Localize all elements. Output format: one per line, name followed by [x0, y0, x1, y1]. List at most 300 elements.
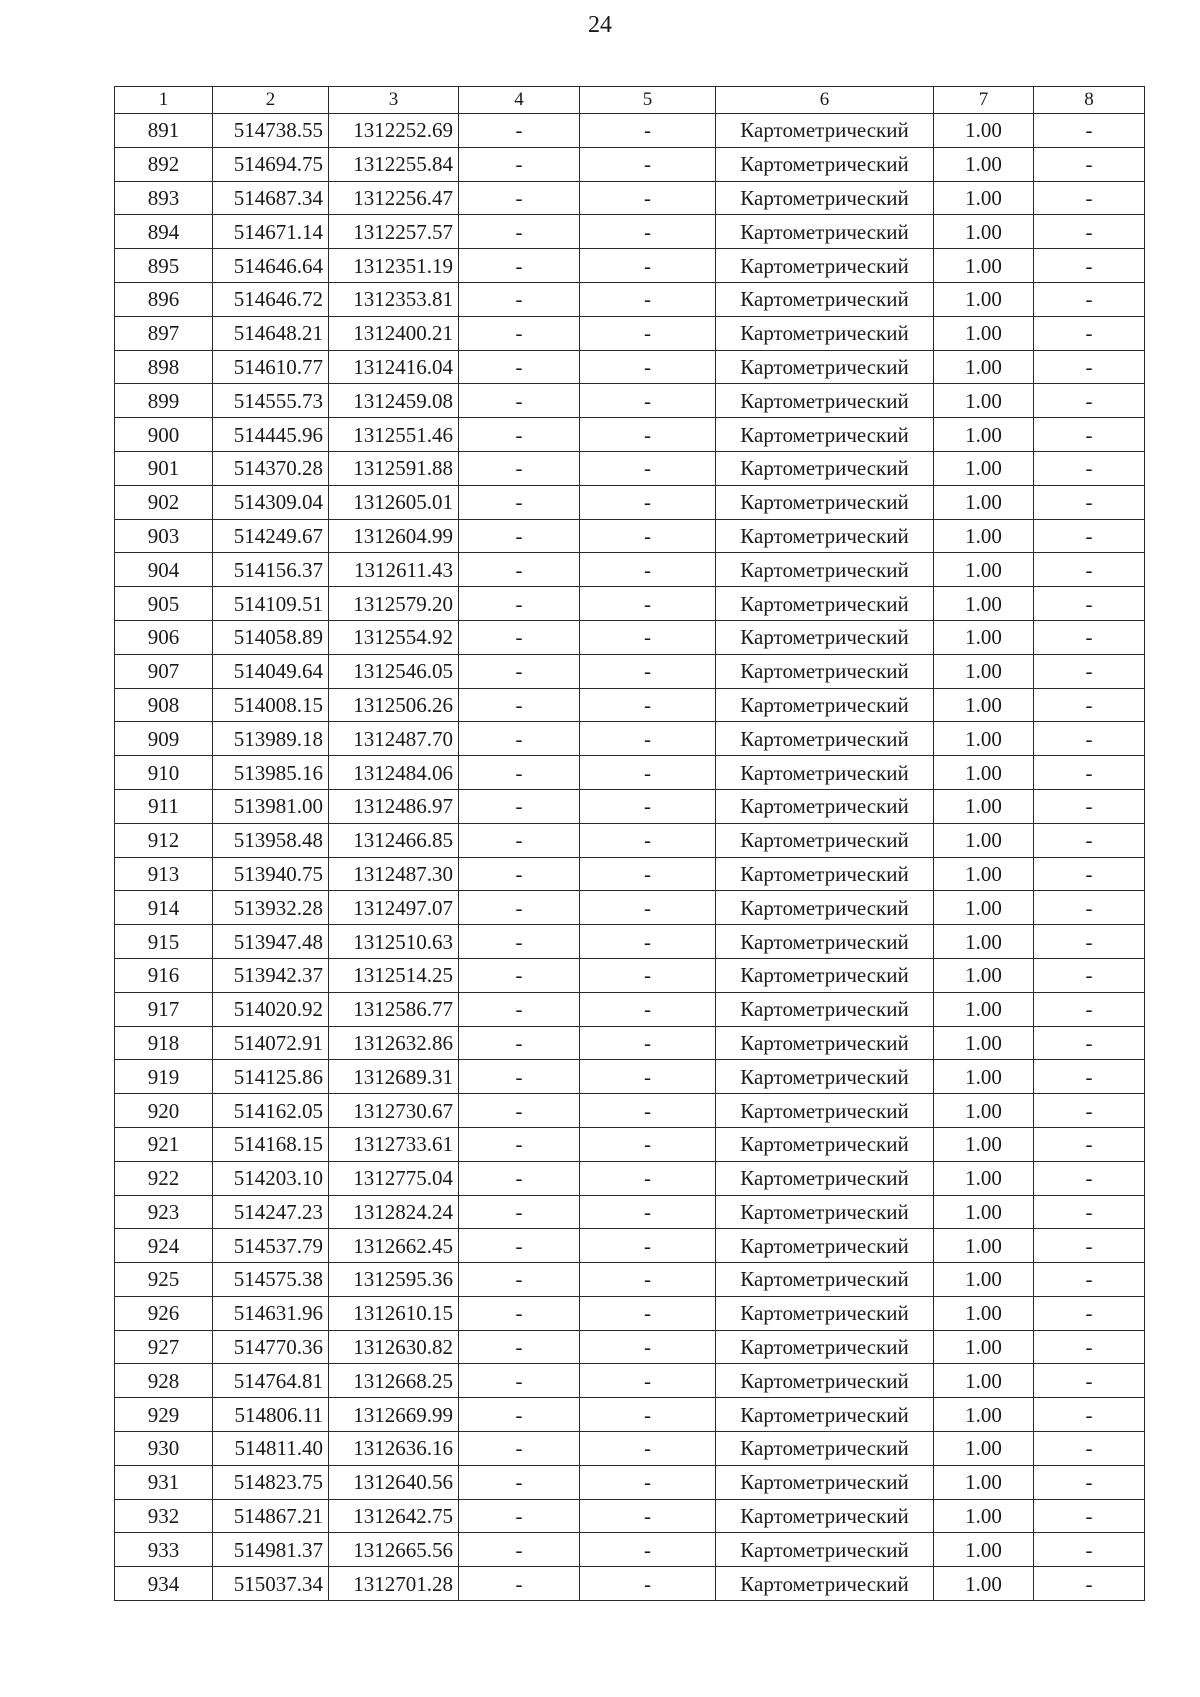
point-number-cell: 913	[115, 857, 213, 891]
col8-cell: -	[1034, 1432, 1145, 1466]
y-coordinate-cell: 1312586.77	[329, 992, 459, 1026]
col8-cell: -	[1034, 519, 1145, 553]
y-coordinate-cell: 1312252.69	[329, 114, 459, 148]
col4-cell: -	[459, 1465, 580, 1499]
col8-cell: -	[1034, 992, 1145, 1026]
col5-cell: -	[580, 1398, 716, 1432]
col8-cell: -	[1034, 316, 1145, 350]
col8-cell: -	[1034, 1364, 1145, 1398]
col8-cell: -	[1034, 1465, 1145, 1499]
point-number-cell: 917	[115, 992, 213, 1026]
y-coordinate-cell: 1312400.21	[329, 316, 459, 350]
x-coordinate-cell: 514537.79	[213, 1229, 329, 1263]
table-row	[115, 891, 1145, 925]
point-number-cell: 906	[115, 620, 213, 654]
table-row	[115, 1195, 1145, 1229]
col4-cell: -	[459, 519, 580, 553]
point-number-cell: 932	[115, 1499, 213, 1533]
accuracy-cell: 1.00	[934, 114, 1034, 148]
method-cell: Картометрический	[716, 1533, 934, 1567]
y-coordinate-cell: 1312669.99	[329, 1398, 459, 1432]
method-cell: Картометрический	[716, 1465, 934, 1499]
table-row	[115, 1567, 1145, 1601]
x-coordinate-cell: 514249.67	[213, 519, 329, 553]
col5-cell: -	[580, 553, 716, 587]
col8-cell: -	[1034, 282, 1145, 316]
column-header: 1	[115, 87, 213, 114]
col4-cell: -	[459, 1060, 580, 1094]
col8-cell: -	[1034, 181, 1145, 215]
col4-cell: -	[459, 1296, 580, 1330]
col8-cell: -	[1034, 215, 1145, 249]
y-coordinate-cell: 1312497.07	[329, 891, 459, 925]
accuracy-cell: 1.00	[934, 553, 1034, 587]
col8-cell: -	[1034, 384, 1145, 418]
col4-cell: -	[459, 857, 580, 891]
x-coordinate-cell: 514823.75	[213, 1465, 329, 1499]
col5-cell: -	[580, 1465, 716, 1499]
col8-cell: -	[1034, 1330, 1145, 1364]
col4-cell: -	[459, 1195, 580, 1229]
x-coordinate-cell: 514610.77	[213, 350, 329, 384]
method-cell: Картометрический	[716, 1229, 934, 1263]
col5-cell: -	[580, 384, 716, 418]
y-coordinate-cell: 1312256.47	[329, 181, 459, 215]
column-header: 2	[213, 87, 329, 114]
x-coordinate-cell: 514764.81	[213, 1364, 329, 1398]
col5-cell: -	[580, 891, 716, 925]
col8-cell: -	[1034, 925, 1145, 959]
point-number-cell: 920	[115, 1094, 213, 1128]
method-cell: Картометрический	[716, 215, 934, 249]
method-cell: Картометрический	[716, 350, 934, 384]
method-cell: Картометрический	[716, 1330, 934, 1364]
table-row	[115, 418, 1145, 452]
method-cell: Картометрический	[716, 1060, 934, 1094]
col4-cell: -	[459, 316, 580, 350]
col8-cell: -	[1034, 1195, 1145, 1229]
method-cell: Картометрический	[716, 1398, 934, 1432]
x-coordinate-cell: 514806.11	[213, 1398, 329, 1432]
col8-cell: -	[1034, 1499, 1145, 1533]
accuracy-cell: 1.00	[934, 789, 1034, 823]
y-coordinate-cell: 1312466.85	[329, 823, 459, 857]
accuracy-cell: 1.00	[934, 350, 1034, 384]
method-cell: Картометрический	[716, 519, 934, 553]
x-coordinate-cell: 514770.36	[213, 1330, 329, 1364]
col8-cell: -	[1034, 958, 1145, 992]
accuracy-cell: 1.00	[934, 485, 1034, 519]
col8-cell: -	[1034, 1296, 1145, 1330]
col4-cell: -	[459, 114, 580, 148]
x-coordinate-cell: 514020.92	[213, 992, 329, 1026]
col4-cell: -	[459, 1229, 580, 1263]
col5-cell: -	[580, 519, 716, 553]
y-coordinate-cell: 1312604.99	[329, 519, 459, 553]
col4-cell: -	[459, 789, 580, 823]
method-cell: Картометрический	[716, 1026, 934, 1060]
col5-cell: -	[580, 316, 716, 350]
x-coordinate-cell: 514687.34	[213, 181, 329, 215]
x-coordinate-cell: 513985.16	[213, 756, 329, 790]
point-number-cell: 923	[115, 1195, 213, 1229]
column-header: 4	[459, 87, 580, 114]
y-coordinate-cell: 1312632.86	[329, 1026, 459, 1060]
y-coordinate-cell: 1312775.04	[329, 1161, 459, 1195]
x-coordinate-cell: 514203.10	[213, 1161, 329, 1195]
y-coordinate-cell: 1312459.08	[329, 384, 459, 418]
method-cell: Картометрический	[716, 1364, 934, 1398]
accuracy-cell: 1.00	[934, 1465, 1034, 1499]
point-number-cell: 907	[115, 654, 213, 688]
col8-cell: -	[1034, 350, 1145, 384]
point-number-cell: 894	[115, 215, 213, 249]
col8-cell: -	[1034, 147, 1145, 181]
y-coordinate-cell: 1312257.57	[329, 215, 459, 249]
table-row	[115, 1296, 1145, 1330]
col8-cell: -	[1034, 789, 1145, 823]
accuracy-cell: 1.00	[934, 1161, 1034, 1195]
x-coordinate-cell: 514168.15	[213, 1127, 329, 1161]
method-cell: Картометрический	[716, 1432, 934, 1466]
point-number-cell: 898	[115, 350, 213, 384]
column-header: 5	[580, 87, 716, 114]
accuracy-cell: 1.00	[934, 316, 1034, 350]
point-number-cell: 903	[115, 519, 213, 553]
accuracy-cell: 1.00	[934, 215, 1034, 249]
table-row	[115, 316, 1145, 350]
x-coordinate-cell: 513989.18	[213, 722, 329, 756]
col4-cell: -	[459, 823, 580, 857]
accuracy-cell: 1.00	[934, 519, 1034, 553]
col4-cell: -	[459, 451, 580, 485]
col4-cell: -	[459, 1533, 580, 1567]
point-number-cell: 925	[115, 1263, 213, 1297]
table-row	[115, 1533, 1145, 1567]
accuracy-cell: 1.00	[934, 249, 1034, 283]
accuracy-cell: 1.00	[934, 1330, 1034, 1364]
col5-cell: -	[580, 249, 716, 283]
col4-cell: -	[459, 1026, 580, 1060]
col5-cell: -	[580, 1060, 716, 1094]
accuracy-cell: 1.00	[934, 891, 1034, 925]
method-cell: Картометрический	[716, 1195, 934, 1229]
x-coordinate-cell: 514631.96	[213, 1296, 329, 1330]
table-row	[115, 519, 1145, 553]
point-number-cell: 910	[115, 756, 213, 790]
method-cell: Картометрический	[716, 992, 934, 1026]
col4-cell: -	[459, 756, 580, 790]
point-number-cell: 908	[115, 688, 213, 722]
column-header: 7	[934, 87, 1034, 114]
x-coordinate-cell: 513958.48	[213, 823, 329, 857]
method-cell: Картометрический	[716, 620, 934, 654]
point-number-cell: 934	[115, 1567, 213, 1601]
point-number-cell: 914	[115, 891, 213, 925]
accuracy-cell: 1.00	[934, 1263, 1034, 1297]
accuracy-cell: 1.00	[934, 1229, 1034, 1263]
point-number-cell: 904	[115, 553, 213, 587]
method-cell: Картометрический	[716, 249, 934, 283]
x-coordinate-cell: 514072.91	[213, 1026, 329, 1060]
col8-cell: -	[1034, 451, 1145, 485]
accuracy-cell: 1.00	[934, 992, 1034, 1026]
y-coordinate-cell: 1312353.81	[329, 282, 459, 316]
table-row	[115, 1263, 1145, 1297]
col5-cell: -	[580, 1567, 716, 1601]
method-cell: Картометрический	[716, 485, 934, 519]
x-coordinate-cell: 514309.04	[213, 485, 329, 519]
col4-cell: -	[459, 654, 580, 688]
col4-cell: -	[459, 688, 580, 722]
method-cell: Картометрический	[716, 587, 934, 621]
col4-cell: -	[459, 992, 580, 1026]
table-row	[115, 114, 1145, 148]
x-coordinate-cell: 514109.51	[213, 587, 329, 621]
point-number-cell: 928	[115, 1364, 213, 1398]
accuracy-cell: 1.00	[934, 1026, 1034, 1060]
col8-cell: -	[1034, 620, 1145, 654]
col4-cell: -	[459, 1364, 580, 1398]
method-cell: Картометрический	[716, 958, 934, 992]
accuracy-cell: 1.00	[934, 925, 1034, 959]
table-row	[115, 925, 1145, 959]
point-number-cell: 896	[115, 282, 213, 316]
accuracy-cell: 1.00	[934, 823, 1034, 857]
table-row	[115, 1432, 1145, 1466]
method-cell: Картометрический	[716, 181, 934, 215]
accuracy-cell: 1.00	[934, 688, 1034, 722]
table-header-row	[115, 87, 1145, 114]
table-row	[115, 451, 1145, 485]
table-row	[115, 789, 1145, 823]
x-coordinate-cell: 513940.75	[213, 857, 329, 891]
col5-cell: -	[580, 1026, 716, 1060]
y-coordinate-cell: 1312689.31	[329, 1060, 459, 1094]
table-row	[115, 350, 1145, 384]
table-row	[115, 688, 1145, 722]
table-row	[115, 1364, 1145, 1398]
y-coordinate-cell: 1312591.88	[329, 451, 459, 485]
col4-cell: -	[459, 147, 580, 181]
x-coordinate-cell: 514555.73	[213, 384, 329, 418]
point-number-cell: 892	[115, 147, 213, 181]
accuracy-cell: 1.00	[934, 958, 1034, 992]
method-cell: Картометрический	[716, 1161, 934, 1195]
table-row	[115, 654, 1145, 688]
point-number-cell: 897	[115, 316, 213, 350]
point-number-cell: 933	[115, 1533, 213, 1567]
table-row	[115, 587, 1145, 621]
table-row	[115, 1499, 1145, 1533]
point-number-cell: 901	[115, 451, 213, 485]
col8-cell: -	[1034, 688, 1145, 722]
table-row	[115, 1060, 1145, 1094]
x-coordinate-cell: 514738.55	[213, 114, 329, 148]
col4-cell: -	[459, 1499, 580, 1533]
col4-cell: -	[459, 1398, 580, 1432]
x-coordinate-cell: 514247.23	[213, 1195, 329, 1229]
table-row	[115, 756, 1145, 790]
table-row	[115, 958, 1145, 992]
method-cell: Картометрический	[716, 891, 934, 925]
method-cell: Картометрический	[716, 857, 934, 891]
accuracy-cell: 1.00	[934, 620, 1034, 654]
y-coordinate-cell: 1312824.24	[329, 1195, 459, 1229]
col5-cell: -	[580, 1195, 716, 1229]
accuracy-cell: 1.00	[934, 147, 1034, 181]
y-coordinate-cell: 1312630.82	[329, 1330, 459, 1364]
table-row	[115, 1026, 1145, 1060]
y-coordinate-cell: 1312701.28	[329, 1567, 459, 1601]
table-row	[115, 1330, 1145, 1364]
point-number-cell: 930	[115, 1432, 213, 1466]
col4-cell: -	[459, 282, 580, 316]
method-cell: Картометрический	[716, 316, 934, 350]
col5-cell: -	[580, 1296, 716, 1330]
col5-cell: -	[580, 114, 716, 148]
col5-cell: -	[580, 147, 716, 181]
method-cell: Картометрический	[716, 789, 934, 823]
col5-cell: -	[580, 958, 716, 992]
col5-cell: -	[580, 654, 716, 688]
col4-cell: -	[459, 891, 580, 925]
col5-cell: -	[580, 925, 716, 959]
coordinates-table	[114, 86, 1145, 1601]
x-coordinate-cell: 514671.14	[213, 215, 329, 249]
point-number-cell: 893	[115, 181, 213, 215]
x-coordinate-cell: 514125.86	[213, 1060, 329, 1094]
col5-cell: -	[580, 620, 716, 654]
col4-cell: -	[459, 1263, 580, 1297]
col8-cell: -	[1034, 485, 1145, 519]
y-coordinate-cell: 1312733.61	[329, 1127, 459, 1161]
col8-cell: -	[1034, 1398, 1145, 1432]
col5-cell: -	[580, 1533, 716, 1567]
y-coordinate-cell: 1312665.56	[329, 1533, 459, 1567]
col8-cell: -	[1034, 1229, 1145, 1263]
accuracy-cell: 1.00	[934, 756, 1034, 790]
point-number-cell: 912	[115, 823, 213, 857]
col5-cell: -	[580, 181, 716, 215]
accuracy-cell: 1.00	[934, 1432, 1034, 1466]
col5-cell: -	[580, 418, 716, 452]
y-coordinate-cell: 1312662.45	[329, 1229, 459, 1263]
col5-cell: -	[580, 992, 716, 1026]
x-coordinate-cell: 514981.37	[213, 1533, 329, 1567]
point-number-cell: 921	[115, 1127, 213, 1161]
accuracy-cell: 1.00	[934, 1094, 1034, 1128]
y-coordinate-cell: 1312416.04	[329, 350, 459, 384]
col4-cell: -	[459, 485, 580, 519]
table-row	[115, 249, 1145, 283]
method-cell: Картометрический	[716, 688, 934, 722]
col8-cell: -	[1034, 587, 1145, 621]
col4-cell: -	[459, 249, 580, 283]
method-cell: Картометрический	[716, 1296, 934, 1330]
y-coordinate-cell: 1312486.97	[329, 789, 459, 823]
x-coordinate-cell: 514156.37	[213, 553, 329, 587]
table-row	[115, 181, 1145, 215]
y-coordinate-cell: 1312510.63	[329, 925, 459, 959]
col8-cell: -	[1034, 1533, 1145, 1567]
col5-cell: -	[580, 857, 716, 891]
method-cell: Картометрический	[716, 384, 934, 418]
accuracy-cell: 1.00	[934, 384, 1034, 418]
method-cell: Картометрический	[716, 282, 934, 316]
col8-cell: -	[1034, 249, 1145, 283]
point-number-cell: 931	[115, 1465, 213, 1499]
x-coordinate-cell: 513942.37	[213, 958, 329, 992]
y-coordinate-cell: 1312546.05	[329, 654, 459, 688]
col5-cell: -	[580, 1499, 716, 1533]
col8-cell: -	[1034, 756, 1145, 790]
y-coordinate-cell: 1312610.15	[329, 1296, 459, 1330]
x-coordinate-cell: 513932.28	[213, 891, 329, 925]
col4-cell: -	[459, 1094, 580, 1128]
method-cell: Картометрический	[716, 114, 934, 148]
col4-cell: -	[459, 1330, 580, 1364]
accuracy-cell: 1.00	[934, 722, 1034, 756]
col8-cell: -	[1034, 1567, 1145, 1601]
table-row	[115, 215, 1145, 249]
y-coordinate-cell: 1312484.06	[329, 756, 459, 790]
accuracy-cell: 1.00	[934, 282, 1034, 316]
col5-cell: -	[580, 1229, 716, 1263]
table-row	[115, 992, 1145, 1026]
col8-cell: -	[1034, 418, 1145, 452]
accuracy-cell: 1.00	[934, 1060, 1034, 1094]
col5-cell: -	[580, 1330, 716, 1364]
accuracy-cell: 1.00	[934, 1195, 1034, 1229]
col4-cell: -	[459, 215, 580, 249]
accuracy-cell: 1.00	[934, 1398, 1034, 1432]
y-coordinate-cell: 1312487.30	[329, 857, 459, 891]
x-coordinate-cell: 514162.05	[213, 1094, 329, 1128]
x-coordinate-cell: 514811.40	[213, 1432, 329, 1466]
table-body	[115, 114, 1145, 1601]
column-header: 3	[329, 87, 459, 114]
col8-cell: -	[1034, 1263, 1145, 1297]
table-row	[115, 823, 1145, 857]
table-row	[115, 1127, 1145, 1161]
col5-cell: -	[580, 756, 716, 790]
y-coordinate-cell: 1312730.67	[329, 1094, 459, 1128]
point-number-cell: 918	[115, 1026, 213, 1060]
table-row	[115, 722, 1145, 756]
x-coordinate-cell: 514370.28	[213, 451, 329, 485]
method-cell: Картометрический	[716, 756, 934, 790]
table-row	[115, 1398, 1145, 1432]
method-cell: Картометрический	[716, 925, 934, 959]
method-cell: Картометрический	[716, 1499, 934, 1533]
x-coordinate-cell: 514575.38	[213, 1263, 329, 1297]
y-coordinate-cell: 1312642.75	[329, 1499, 459, 1533]
col5-cell: -	[580, 823, 716, 857]
col5-cell: -	[580, 587, 716, 621]
column-header: 6	[716, 87, 934, 114]
page-number: 24	[588, 12, 612, 38]
method-cell: Картометрический	[716, 451, 934, 485]
accuracy-cell: 1.00	[934, 1533, 1034, 1567]
accuracy-cell: 1.00	[934, 1127, 1034, 1161]
accuracy-cell: 1.00	[934, 1567, 1034, 1601]
accuracy-cell: 1.00	[934, 181, 1034, 215]
table-row	[115, 1229, 1145, 1263]
point-number-cell: 902	[115, 485, 213, 519]
col4-cell: -	[459, 620, 580, 654]
method-cell: Картометрический	[716, 1094, 934, 1128]
